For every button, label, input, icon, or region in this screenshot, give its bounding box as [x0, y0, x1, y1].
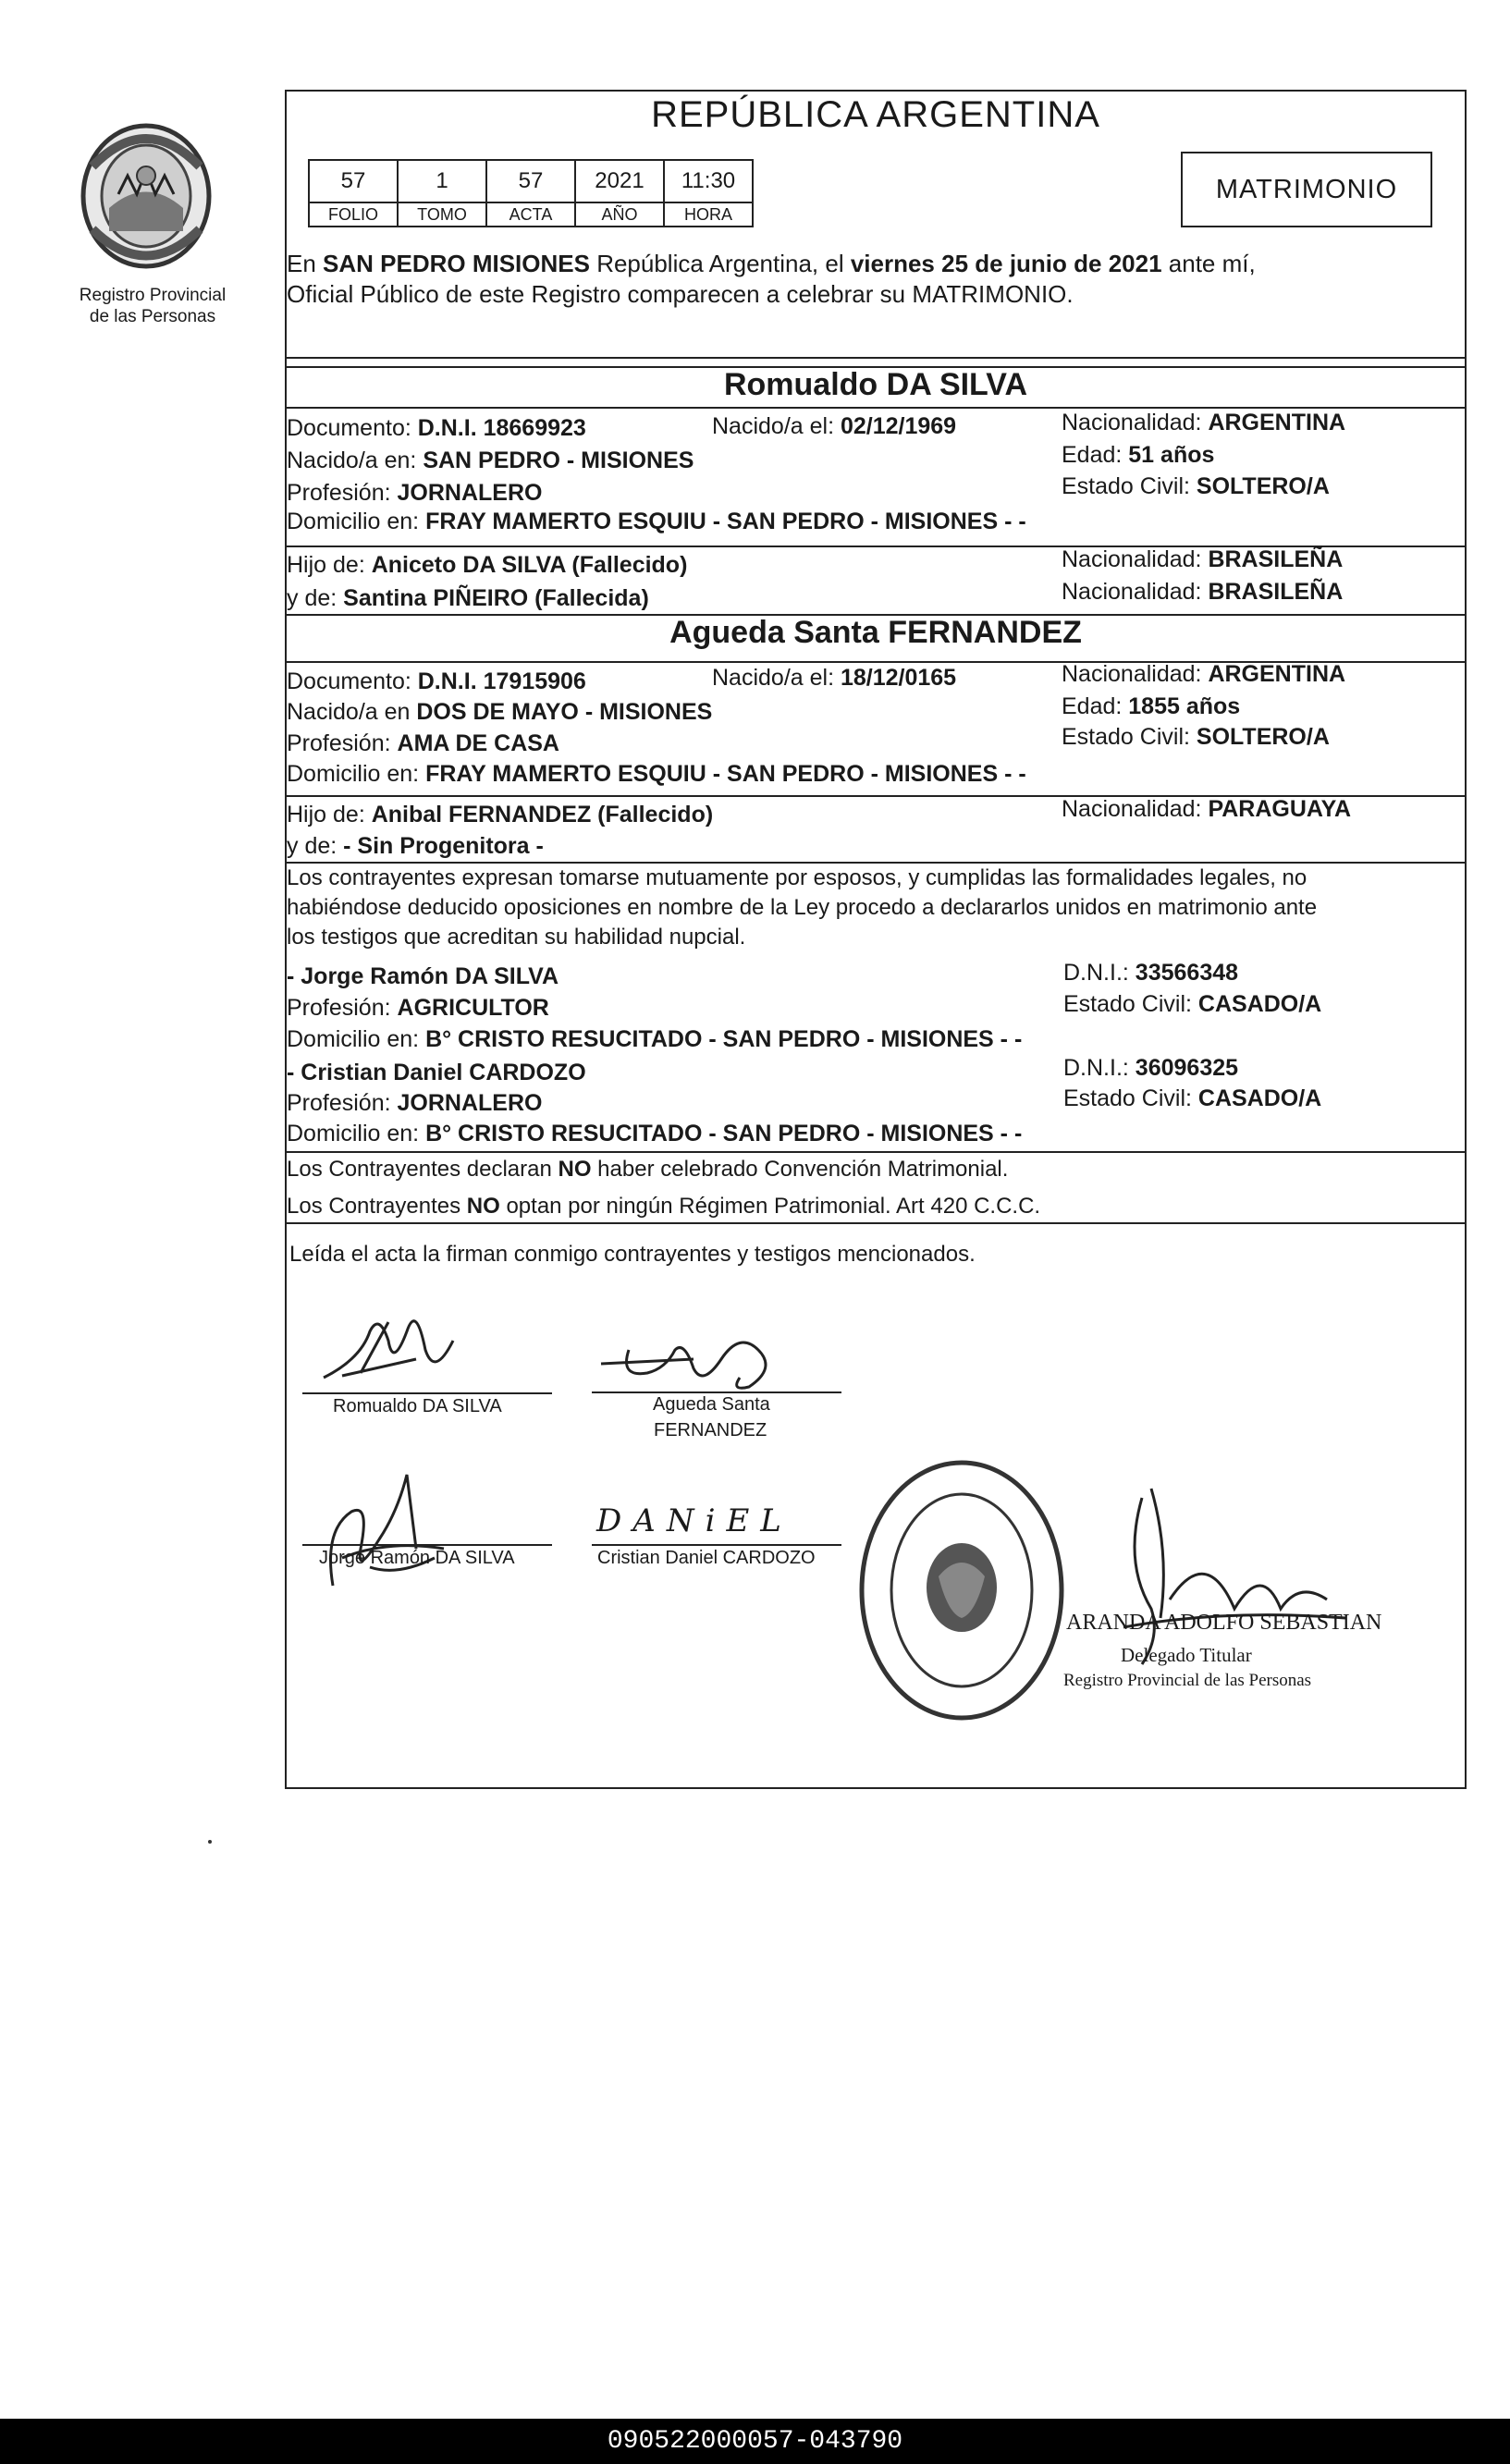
bride-profession: Profesión: AMA DE CASA — [287, 730, 559, 756]
groom-name: Romualdo DA SILVA — [723, 367, 1028, 402]
groom-mother: y de: Santina PIÑEIRO (Fallecida) — [287, 585, 649, 611]
declaration-line2: habiéndose deducido oposiciones en nombre de la Ley procedo a declararlos unidos en matrimonio ante — [287, 895, 1318, 920]
declaration-line1: Los contrayentes expresan tomarse mutuamente por esposos, y cumplidas las formalidades legales, no — [287, 865, 1307, 890]
witness2-profession: Profesión: JORNALERO — [287, 1090, 543, 1116]
bride-father-nationality: Nacionalidad: PARAGUAYA — [1062, 796, 1352, 822]
signature-line — [302, 1544, 552, 1546]
witness2-dni: D.N.I.: 36096325 — [1063, 1055, 1239, 1081]
signature-line — [302, 1392, 552, 1394]
groom-profession: Profesión: JORNALERO — [287, 480, 543, 506]
signature-line — [592, 1391, 841, 1393]
groom-nationality: Nacionalidad: ARGENTINA — [1062, 410, 1346, 435]
scan-speck — [208, 1840, 212, 1844]
officer-signature — [1086, 1470, 1355, 1673]
acta-label: ACTA — [486, 202, 575, 227]
divider — [285, 1222, 1467, 1224]
folio-value: 57 — [309, 160, 398, 202]
convention-statement: Los Contrayentes declaran NO haber celebrado Convención Matrimonial. — [287, 1157, 1009, 1182]
bride-signature-caption-line1: Agueda Santa — [653, 1394, 770, 1415]
document-type-box: MATRIMONIO — [1181, 152, 1432, 227]
bride-signature-caption-line2: FERNANDEZ — [654, 1420, 767, 1440]
officer-organization: Registro Provincial de las Personas — [1063, 1671, 1312, 1690]
groom-signature-caption: Romualdo DA SILVA — [333, 1396, 502, 1416]
witness2-signature-caption: Cristian Daniel CARDOZO — [597, 1548, 816, 1568]
bride-birth-date: Nacido/a el: 18/12/0165 — [712, 665, 957, 691]
groom-signature — [305, 1294, 490, 1396]
witness1-name: - Jorge Ramón DA SILVA — [287, 963, 559, 989]
officer-title: Delegado Titular — [1121, 1644, 1252, 1666]
witness2-name: - Cristian Daniel CARDOZO — [287, 1060, 586, 1085]
witness1-signature-caption: Jorge Ramón DA SILVA — [319, 1548, 515, 1568]
tomo-label: TOMO — [398, 202, 486, 227]
divider — [285, 1151, 1467, 1153]
witness2-address: Domicilio en: B° CRISTO RESUCITADO - SAN PEDRO - MISIONES - - — [287, 1121, 1023, 1146]
groom-address: Domicilio en: FRAY MAMERTO ESQUIU - SAN PEDRO - MISIONES - - — [287, 509, 1026, 534]
registry-name-line2: de las Personas — [89, 307, 216, 326]
bride-mother: y de: - Sin Progenitora - — [287, 833, 544, 859]
groom-civil-status: Estado Civil: SOLTERO/A — [1062, 473, 1330, 499]
bride-address: Domicilio en: FRAY MAMERTO ESQUIU - SAN PEDRO - MISIONES - - — [287, 761, 1026, 787]
tomo-value: 1 — [398, 160, 486, 202]
bride-civil-status: Estado Civil: SOLTERO/A — [1062, 724, 1330, 750]
bride-age: Edad: 1855 años — [1062, 693, 1241, 719]
groom-mother-nationality: Nacionalidad: BRASILEÑA — [1062, 579, 1344, 605]
bride-name: Agueda Santa FERNANDEZ — [669, 615, 1082, 650]
bride-document: Documento: D.N.I. 17915906 — [287, 668, 586, 694]
bride-birthplace: Nacido/a en DOS DE MAYO - MISIONES — [287, 699, 713, 725]
groom-age: Edad: 51 años — [1062, 442, 1215, 468]
divider — [285, 862, 1467, 864]
patrimonial-regime-statement: Los Contrayentes NO optan por ningún Régimen Patrimonial. Art 420 C.C.C. — [287, 1194, 1041, 1219]
ano-label: AÑO — [575, 202, 664, 227]
record-fields-table — [308, 159, 754, 227]
groom-birth-date: Nacido/a el: 02/12/1969 — [712, 413, 957, 439]
groom-father: Hijo de: Aniceto DA SILVA (Fallecido) — [287, 552, 688, 578]
declaration-line3: los testigos que acreditan su habilidad nupcial. — [287, 925, 746, 950]
intro-line1: En SAN PEDRO MISIONES República Argentina, el viernes 25 de junio de 2021 ante mí, — [287, 250, 1256, 277]
officer-name: ARANDA ADOLFO SEBASTIAN — [1066, 1611, 1382, 1635]
witness1-address: Domicilio en: B° CRISTO RESUCITADO - SAN PEDRO - MISIONES - - — [287, 1026, 1023, 1052]
registry-office-seal — [855, 1456, 1068, 1724]
divider — [285, 357, 1467, 359]
signature-line — [592, 1544, 841, 1546]
witness1-dni: D.N.I.: 33566348 — [1063, 960, 1239, 986]
folio-label: FOLIO — [309, 202, 398, 227]
groom-father-nationality: Nacionalidad: BRASILEÑA — [1062, 546, 1344, 572]
document-barcode-number: 090522000057-043790 — [0, 2419, 1510, 2464]
acta-value: 57 — [486, 160, 575, 202]
witness1-civil-status: Estado Civil: CASADO/A — [1063, 991, 1322, 1017]
hora-label: HORA — [664, 202, 753, 227]
groom-birthplace: Nacido/a en: SAN PEDRO - MISIONES — [287, 447, 694, 473]
closing-statement: Leída el acta la firman conmigo contrayentes y testigos mencionados. — [289, 1242, 976, 1267]
registry-name-line1: Registro Provincial — [79, 286, 227, 305]
intro-line2: Oficial Público de este Registro comparecen a celebrar su MATRIMONIO. — [287, 280, 1074, 308]
witness2-handwritten-name: DANiEL — [596, 1502, 792, 1539]
ano-value: 2021 — [575, 160, 664, 202]
page-title: REPÚBLICA ARGENTINA — [651, 94, 1100, 135]
hora-value: 11:30 — [664, 160, 753, 202]
bride-nationality: Nacionalidad: ARGENTINA — [1062, 661, 1346, 687]
province-seal-logo — [72, 120, 229, 277]
bride-father: Hijo de: Anibal FERNANDEZ (Fallecido) — [287, 802, 714, 827]
bride-signature — [592, 1322, 804, 1396]
witness1-signature — [305, 1456, 453, 1604]
witness1-profession: Profesión: AGRICULTOR — [287, 995, 549, 1021]
witness2-civil-status: Estado Civil: CASADO/A — [1063, 1085, 1322, 1111]
groom-document: Documento: D.N.I. 18669923 — [287, 415, 586, 441]
